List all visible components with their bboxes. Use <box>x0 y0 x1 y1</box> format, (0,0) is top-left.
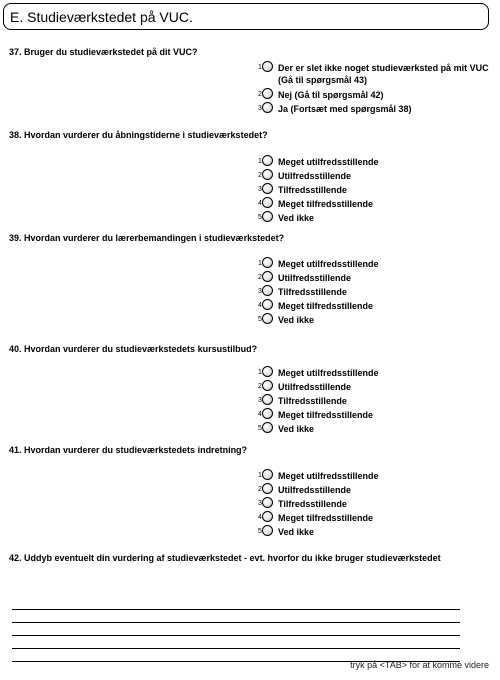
radio-button[interactable] <box>262 271 273 282</box>
radio-button[interactable] <box>262 497 273 508</box>
radio-button[interactable] <box>262 285 273 296</box>
options-41 <box>258 469 494 539</box>
option-number: 3 <box>258 397 262 404</box>
option-38-4[interactable] <box>258 197 494 211</box>
option-label: Der er slet ikke noget studieværksted på mit VUC (Gå til spørgsmål 43) <box>278 63 489 85</box>
option-number: 1 <box>258 472 262 479</box>
answer-line[interactable] <box>12 597 460 610</box>
option-39-4[interactable] <box>258 299 494 313</box>
option-label: Nej (Gå til spørgsmål 42) <box>278 90 384 100</box>
question-38: 38. Hvordan vurderer du åbningstiderne i studieværkstedet? <box>9 130 268 140</box>
option-40-4[interactable] <box>258 408 494 422</box>
option-label: Meget tilfredsstillende <box>278 301 374 311</box>
option-label: Tilfredsstillende <box>278 185 347 195</box>
options-40 <box>258 366 494 436</box>
radio-button[interactable] <box>262 211 273 222</box>
option-number: 4 <box>258 302 262 309</box>
option-number: 2 <box>258 383 262 390</box>
radio-button[interactable] <box>262 380 273 391</box>
option-label: Meget utilfredsstillende <box>278 368 379 378</box>
option-number: 3 <box>258 500 262 507</box>
section-header <box>3 3 489 30</box>
option-number: 1 <box>258 260 262 267</box>
radio-button[interactable] <box>262 61 273 72</box>
option-label: Utilfredsstillende <box>278 382 352 392</box>
option-number: 5 <box>258 214 262 221</box>
radio-button[interactable] <box>262 511 273 522</box>
option-label: Meget tilfredsstillende <box>278 410 374 420</box>
option-38-1[interactable] <box>258 155 494 169</box>
option-number: 1 <box>258 369 262 376</box>
option-number: 5 <box>258 425 262 432</box>
option-number: 2 <box>258 486 262 493</box>
radio-button[interactable] <box>262 394 273 405</box>
option-number: 4 <box>258 200 262 207</box>
option-number: 2 <box>258 91 262 98</box>
option-number: 4 <box>258 411 262 418</box>
option-number: 1 <box>258 158 262 165</box>
option-label: Tilfredsstillende <box>278 396 347 406</box>
option-number: 2 <box>258 172 262 179</box>
option-37-3[interactable] <box>258 102 494 116</box>
answer-line[interactable] <box>12 623 460 636</box>
option-label: Utilfredsstillende <box>278 485 352 495</box>
option-label: Ved ikke <box>278 213 315 223</box>
option-number: 1 <box>258 64 262 71</box>
answer-line[interactable] <box>12 636 460 649</box>
option-39-1[interactable] <box>258 257 494 271</box>
answer-text-area[interactable] <box>12 597 460 662</box>
section-title: E. Studieværkstedet på VUC. <box>10 9 193 25</box>
option-40-5[interactable] <box>258 422 494 436</box>
option-37-2[interactable] <box>258 88 494 102</box>
option-38-3[interactable] <box>258 183 494 197</box>
option-label: Utilfredsstillende <box>278 171 352 181</box>
radio-button[interactable] <box>262 408 273 419</box>
option-number: 3 <box>258 186 262 193</box>
question-37: 37. Bruger du studieværkstedet på dit VUC? <box>9 47 198 57</box>
option-41-1[interactable] <box>258 469 494 483</box>
radio-button[interactable] <box>262 313 273 324</box>
option-39-2[interactable] <box>258 271 494 285</box>
radio-button[interactable] <box>262 483 273 494</box>
option-label: Meget utilfredsstillende <box>278 157 379 167</box>
option-40-3[interactable] <box>258 394 494 408</box>
option-label: Meget utilfredsstillende <box>278 259 379 269</box>
radio-button[interactable] <box>262 469 273 480</box>
radio-button[interactable] <box>262 183 273 194</box>
options-38 <box>258 155 494 225</box>
radio-button[interactable] <box>262 299 273 310</box>
radio-button[interactable] <box>262 169 273 180</box>
option-number: 5 <box>258 316 262 323</box>
options-37 <box>258 61 494 116</box>
option-label: Ved ikke <box>278 424 315 434</box>
option-number: 3 <box>258 288 262 295</box>
answer-line[interactable] <box>12 610 460 623</box>
radio-button[interactable] <box>262 422 273 433</box>
option-label: Meget utilfredsstillende <box>278 471 379 481</box>
option-label: Tilfredsstillende <box>278 499 347 509</box>
option-38-2[interactable] <box>258 169 494 183</box>
option-label: Utilfredsstillende <box>278 273 352 283</box>
option-41-3[interactable] <box>258 497 494 511</box>
option-label: Ja (Fortsæt med spørgsmål 38) <box>278 104 412 114</box>
option-40-2[interactable] <box>258 380 494 394</box>
option-number: 2 <box>258 274 262 281</box>
option-39-3[interactable] <box>258 285 494 299</box>
option-label: Meget tilfredsstillende <box>278 199 374 209</box>
option-38-5[interactable] <box>258 211 494 225</box>
radio-button[interactable] <box>262 197 273 208</box>
option-number: 3 <box>258 105 262 112</box>
option-label: Ved ikke <box>278 527 315 537</box>
radio-button[interactable] <box>262 88 273 99</box>
option-label: Tilfredsstillende <box>278 287 347 297</box>
option-39-5[interactable] <box>258 313 494 327</box>
option-41-2[interactable] <box>258 483 494 497</box>
option-37-1[interactable] <box>258 61 494 88</box>
question-39: 39. Hvordan vurderer du lærerbemandingen i studieværkstedet? <box>9 233 285 243</box>
radio-button[interactable] <box>262 525 273 536</box>
navigation-hint: tryk på <TAB> for at komme videre <box>350 660 489 670</box>
radio-button[interactable] <box>262 155 273 166</box>
option-label: Ved ikke <box>278 315 315 325</box>
radio-button[interactable] <box>262 366 273 377</box>
question-41: 41. Hvordan vurderer du studieværkstedets indretning? <box>9 445 248 455</box>
option-41-4[interactable] <box>258 511 494 525</box>
option-number: 5 <box>258 528 262 535</box>
question-42: 42. Uddyb eventuelt din vurdering af studieværkstedet - evt. hvorfor du ikke bruger studieværkstedet <box>9 553 441 563</box>
option-40-1[interactable] <box>258 366 494 380</box>
question-40: 40. Hvordan vurderer du studieværkstedets kursustilbud? <box>9 344 258 354</box>
option-label: Meget tilfredsstillende <box>278 513 374 523</box>
radio-button[interactable] <box>262 102 273 113</box>
radio-button[interactable] <box>262 257 273 268</box>
option-number: 4 <box>258 514 262 521</box>
option-41-5[interactable] <box>258 525 494 539</box>
options-39 <box>258 257 494 327</box>
